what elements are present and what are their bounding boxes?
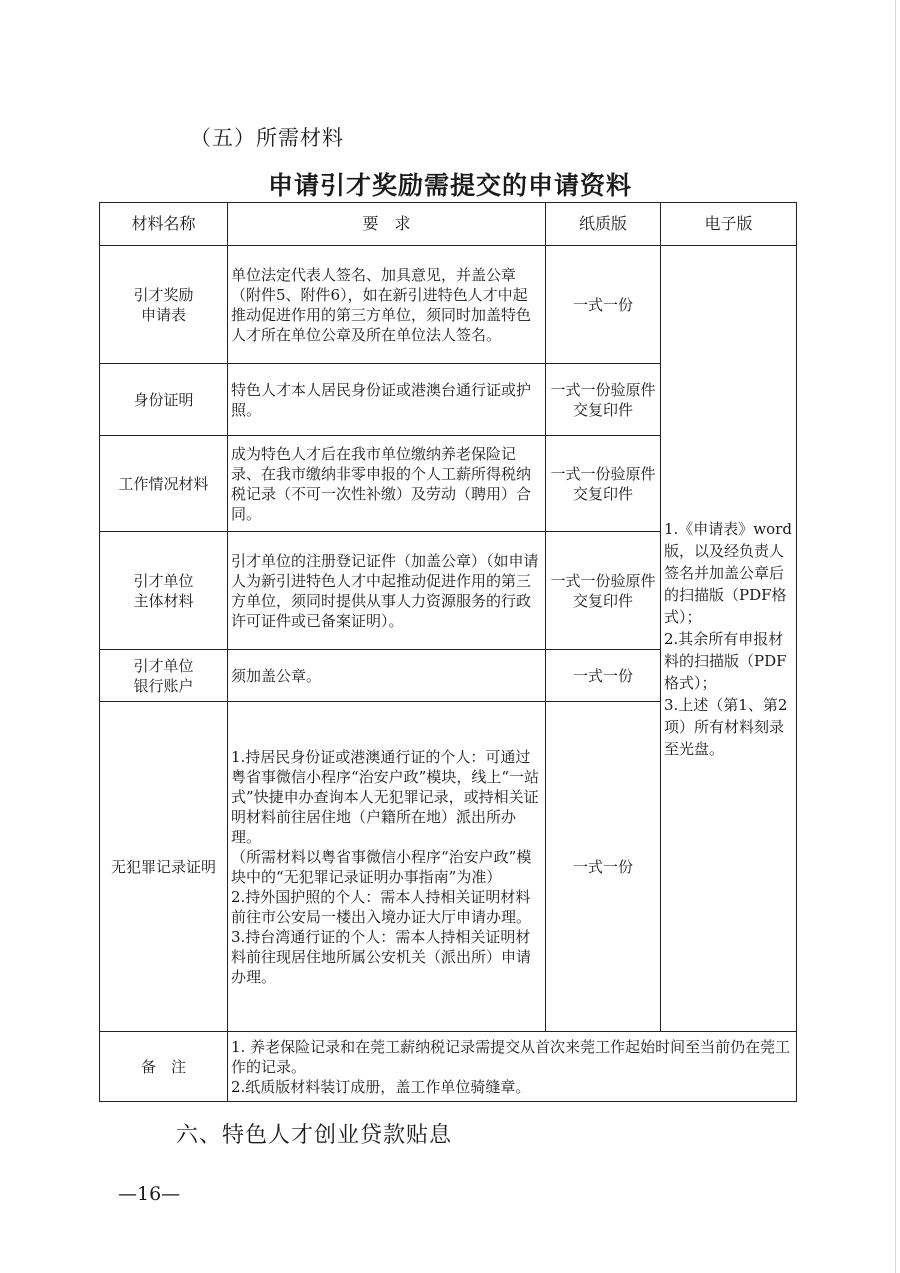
row-paper: 一式一份 [546,246,661,364]
row-name-cell [100,702,228,1032]
section-heading: （五）所需材料 [190,126,344,150]
row-name-line: 引才单位 [133,656,194,675]
row-name-line: 身份证明 [133,390,194,409]
table-row [100,246,797,364]
remarks-row [100,1032,797,1102]
remarks-line: 1. 养老保险记录和在莞工薪纳税记录需提交从首次来莞工作起始时间至当前仍在莞工作的记录。 [231,1037,791,1076]
requirement-part: （所需材料以粤省事微信小程序“治安户政”模块中的“无犯罪记录证明办事指南”为准） [231,847,532,886]
header-name: 材料名称 [100,203,228,246]
requirement-part: 1.持居民身份证或港澳通行证的个人：可通过粤省事微信小程序“治安户政”模块，线上“一站式”快捷申办查询本人无犯罪记录，或持相关证明材料前往居住地（户籍所在地）派出所办理。 [231,747,540,846]
header-electronic: 电子版 [661,203,797,246]
row-name-line: 主体材料 [133,591,194,610]
row-requirement: 成为特色人才后在我市单位缴纳养老保险记录、在我市缴纳非零申报的个人工薪所得税纳税记录（不可一次性补缴）及劳动（聘用）合同。 [228,436,546,532]
row-requirement: 须加盖公章。 [228,650,546,702]
row-name-cell [100,436,228,532]
row-name-line: 申请表 [140,305,186,324]
electronic-line: 1.《申请表》word版，以及经负责人签名并加盖公章后的扫描版（PDF格式）； [664,519,792,626]
row-name-cell [100,650,228,702]
table-header-row [100,203,797,246]
row-name-cell [100,364,228,436]
row-requirement: 单位法定代表人签名、加具意见，并盖公章（附件5、附件6），如在新引进特色人才中起推动促进作用的第三方单位，须同时加盖特色人才所在单位公章及所在单位法人签名。 [228,246,546,364]
row-name-line: 银行账户 [133,676,194,695]
table-title: 申请引才奖励需提交的申请资料 [267,171,632,200]
remarks-line: 2.纸质版材料装订成册，盖工作单位骑缝章。 [231,1077,531,1096]
row-paper: 一式一份验原件交复印件 [546,364,661,436]
requirement-part: 3.持台湾通行证的个人：需本人持相关证明材料前往现居住地所属公安机关（派出所）申请办理。 [231,927,532,986]
requirement-part: 2.持外国护照的个人：需本人持相关证明材料前往市公安局一楼出入境办证大厅申请办理。 [231,887,532,926]
header-requirement: 要 求 [228,203,546,246]
row-requirement: 特色人才本人居民身份证或港澳台通行证或护照。 [228,364,546,436]
row-name-line: 无犯罪记录证明 [110,857,216,876]
row-paper: 一式一份验原件交复印件 [546,532,661,650]
materials-table [99,202,797,1102]
header-paper: 纸质版 [546,203,661,246]
remarks-label: 备 注 [100,1032,228,1102]
row-name-cell [100,246,228,364]
row-paper: 一式一份 [546,650,661,702]
electronic-line: 3.上述（第1、第2项）所有材料刻录至光盘。 [664,695,788,758]
row-name-line: 引才单位 [133,571,194,590]
row-paper: 一式一份 [546,702,661,1032]
electronic-cell [661,246,797,1032]
electronic-line: 2.其余所有申报材料的扫描版（PDF格式）； [664,629,787,692]
remarks-content [228,1032,797,1102]
row-name-line: 引才奖励 [133,285,194,304]
page-number: —16— [118,1183,181,1205]
chapter-heading: 六、特色人才创业贷款贴息 [176,1123,453,1148]
row-name-cell [100,532,228,650]
row-paper: 一式一份验原件交复印件 [546,436,661,532]
row-name-line: 工作情况材料 [118,474,209,493]
row-requirement: 引才单位的注册登记证件（加盖公章）（如申请人为新引进特色人才中起推动促进作用的第三方单位，须同时提供从事人力资源服务的行政许可证件或已备案证明）。 [228,532,546,650]
row-requirement [228,702,546,1032]
